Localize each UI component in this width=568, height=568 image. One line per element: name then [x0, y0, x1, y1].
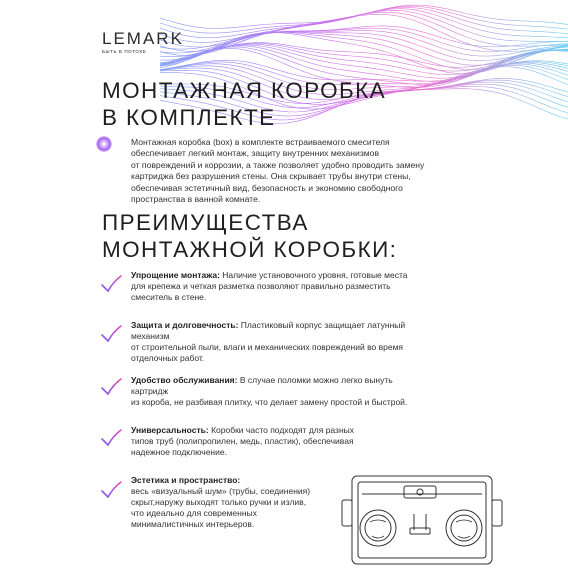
wave-line — [160, 45, 568, 78]
wave-line — [160, 5, 568, 29]
benefit-text: весь «визуальный шум» (трубы, соединения) — [131, 486, 311, 496]
check-icon — [100, 324, 122, 344]
benefit-text: минималистичных интерьеров. — [131, 519, 255, 529]
benefit-item — [131, 375, 421, 408]
benefit-text: типов труб (полипропилен, медь, пластик), обеспечивая — [131, 436, 354, 446]
benefit-text: надежное подключение. — [131, 447, 227, 457]
benefit-item — [131, 425, 421, 458]
intro-line: картриджа без разрушения стены. Она скрывает трубы внутри стены, — [131, 171, 411, 182]
benefit-text: из короба, не разбивая плитку, что делает замену простой и быстрой. — [131, 397, 408, 407]
intro-paragraph — [131, 137, 471, 205]
check-icon — [100, 428, 122, 448]
intro-line: обеспечивая эстетичный вид, безопасность и экономию свободного — [131, 182, 403, 193]
benefit-text: Пластиковый корпус защищает латунный механизм — [131, 320, 406, 341]
intro-line: пространства в ванной комнате. — [131, 194, 261, 205]
brand-name: LEMARK — [102, 29, 184, 48]
mounting-box-illustration — [318, 470, 508, 568]
brand-tagline: БЫТЬ В ПОТОКЕ — [102, 49, 147, 54]
benefit-text: В случае поломки можно легко вынуть картридж — [131, 375, 393, 396]
benefit-text: смеситель в стене. — [131, 292, 207, 302]
check-icon — [100, 480, 122, 500]
benefit-text: Наличие установочного уровня, готовые места — [222, 270, 408, 280]
benefit-text: для крепежа и четкая разметка позволяют правильно разместить — [131, 281, 391, 291]
brand-logo — [102, 30, 184, 54]
benefit-title: Универсальность: — [131, 425, 209, 435]
intro-line: от повреждений и коррозии, а также позволяет удобно проводить замену — [131, 159, 425, 170]
benefit-title: Эстетика и пространство: — [131, 475, 241, 485]
benefit-text: от строительной пыли, влаги и механических повреждений во время — [131, 342, 404, 352]
intro-line: обеспечивает легкий монтаж, защиту внутренних механизмов — [131, 148, 380, 159]
wave-line — [160, 6, 568, 33]
benefit-text: Коробки часто подходят для разных — [211, 425, 355, 435]
benefit-title: Упрощение монтажа: — [131, 270, 220, 280]
intro-line: Монтажная коробка (box) в комплекте встраиваемого смесителя — [131, 137, 390, 147]
benefit-item — [131, 270, 421, 303]
benefit-item — [131, 320, 421, 364]
glow-dot-icon — [96, 136, 112, 152]
page-title-line-1: МОНТАЖНАЯ КОРОБКА — [102, 78, 387, 103]
check-icon — [100, 274, 122, 294]
wave-line — [160, 12, 568, 51]
benefits-title-line-1: ПРЕИМУЩЕСТВА — [102, 210, 309, 235]
wave-line — [160, 32, 568, 73]
benefit-text: что идеально для современных — [131, 508, 257, 518]
check-icon — [100, 377, 122, 397]
benefit-item — [131, 475, 331, 530]
benefit-title: Защита и долговечность: — [131, 320, 239, 330]
benefit-text: отделочных работ. — [131, 353, 205, 363]
benefit-title: Удобство обслуживания: — [131, 375, 238, 385]
page-title-line-2: В КОМПЛЕКТЕ — [102, 105, 276, 130]
benefits-title-line-2: МОНТАЖНОЙ КОРОБКИ: — [102, 237, 398, 262]
benefit-text: скрыт,наружу выходят только ручки и излив, — [131, 497, 307, 507]
